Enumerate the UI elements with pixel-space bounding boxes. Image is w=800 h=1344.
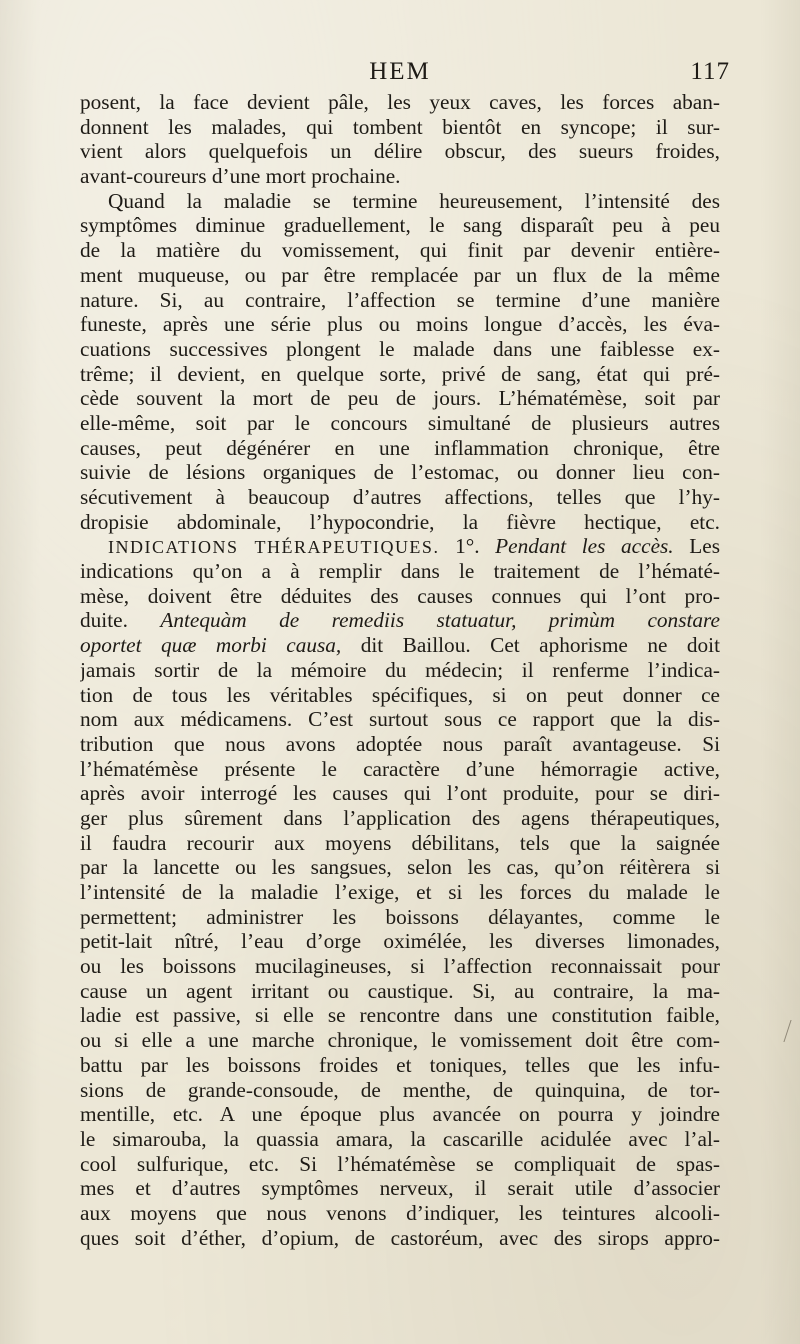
text-line xyxy=(80,633,720,658)
latin-quote: Antequàm de remediis statuatur, primùm constare xyxy=(160,608,720,633)
body-text xyxy=(80,90,720,1250)
running-head-title: HEM xyxy=(369,58,431,85)
text-line: sions de grande-consoude, de menthe, de quinquina, de tor- xyxy=(80,1077,720,1102)
text-line: symptômes diminue graduellement, le sang disparaît peu à peu xyxy=(80,213,720,238)
page-number: 117 xyxy=(690,58,730,85)
text-line: trême; il devient, en quelque sorte, privé de sang, état qui pré- xyxy=(80,361,720,386)
text-line: l’hématémèse présente le caractère d’une hémorragie active, xyxy=(80,756,720,781)
text-line: nature. Si, au contraire, l’affection se termine d’une manière xyxy=(80,287,720,312)
text-line: cède souvent la mort de peu de jours. L’hématémèse, soit par xyxy=(80,386,720,411)
section-number: 1°. xyxy=(455,534,480,559)
margin-mark xyxy=(783,1020,800,1042)
text-line: suivie de lésions organiques de l’estomac, ou donner lieu con- xyxy=(80,460,720,485)
text-line: donnent les malades, qui tombent bientôt en syncope; il sur- xyxy=(80,114,720,139)
text-line: causes, peut dégénérer en une inflammation chronique, être xyxy=(80,435,720,460)
text-line: l’intensité de la maladie l’exige, et si les forces du malade le xyxy=(80,880,720,904)
text-line: après avoir interrogé les causes qui l’ont produite, pour se diri- xyxy=(80,781,720,806)
text-line: ger plus sûrement dans l’application des agens thérapeutiques, xyxy=(80,805,720,830)
running-head xyxy=(80,58,730,88)
text-line: Quand la maladie se termine heureusement, l’intensité des xyxy=(108,188,720,213)
text-line: tion de tous les véritables spécifiques, si on peut donner ce xyxy=(80,682,720,707)
text-line: jamais sortir de la mémoire du médecin; il renferme l’indica- xyxy=(80,657,720,682)
text-line: posent, la face devient pâle, les yeux caves, les forces aban- xyxy=(80,90,720,114)
text-line: cool sulfurique, etc. Si l’hématémèse se compliquait de spas- xyxy=(80,1151,720,1176)
text-line: ment muqueuse, ou par être remplacée par un flux de la même xyxy=(80,262,720,287)
text-line: battu par les boissons froides et toniques, telles que les infu- xyxy=(80,1052,720,1077)
text-line: dropisie abdominale, l’hypocondrie, la fièvre hectique, etc. xyxy=(80,509,720,534)
indications-heading-line xyxy=(80,534,720,559)
text-line: permettent; administrer les boissons délayantes, comme le xyxy=(80,904,720,929)
text-line: ques soit d’éther, d’opium, de castoréum, avec des sirops appro- xyxy=(80,1225,720,1250)
section-heading: INDICATIONS THÉRAPEUTIQUES. xyxy=(108,537,440,558)
text-line: mentille, etc. A une époque plus avancée on pourra y joindre xyxy=(80,1102,720,1127)
text-span: duite. xyxy=(80,608,128,633)
text-line: petit-lait nîtré, l’eau d’orge oximélée, les diverses limonades, xyxy=(80,929,720,954)
text-line: cuations successives plongent le malade dans une faiblesse ex- xyxy=(80,336,720,361)
text-line: vient alors quelquefois un délire obscur, des sueurs froides, xyxy=(80,139,720,164)
text-span: Les xyxy=(689,534,720,559)
text-line: le simarouba, la quassia amara, la cascarille acidulée avec l’al- xyxy=(80,1126,720,1151)
text-line: de la matière du vomissement, qui finit par devenir entière- xyxy=(80,238,720,263)
text-line: elle-même, soit par le concours simultané de plusieurs autres xyxy=(80,410,720,435)
text-line: avant-coureurs d’une mort prochaine. xyxy=(80,164,401,189)
latin-quote: oportet quæ morbi causa, xyxy=(80,633,342,658)
text-line: ou les boissons mucilagineuses, si l’affection reconnaissait pour xyxy=(80,954,720,979)
text-line: il faudra recourir aux moyens débilitans, tels que la saignée xyxy=(80,830,720,855)
text-line xyxy=(80,608,720,633)
text-line: ladie est passive, si elle se rencontre dans une constitution faible, xyxy=(80,1003,720,1028)
text-line: ou si elle a une marche chronique, le vomissement doit être com- xyxy=(80,1028,720,1053)
text-line: funeste, après une série plus ou moins longue d’accès, les éva- xyxy=(80,312,720,337)
section-subheading: Pendant les accès. xyxy=(495,534,674,559)
text-span: dit Baillou. Cet aphorisme ne doit xyxy=(360,633,720,658)
text-line: sécutivement à beaucoup d’autres affections, telles que l’hy- xyxy=(80,485,720,509)
text-line: nom aux médicamens. C’est surtout sous ce rapport que la dis- xyxy=(80,707,720,732)
text-line: aux moyens que nous venons d’indiquer, les teintures alcooli- xyxy=(80,1200,720,1225)
text-line: par la lancette ou les sangsues, selon les cas, qu’on réitèrera si xyxy=(80,855,720,880)
text-line: cause un agent irritant ou caustique. Si, au contraire, la ma- xyxy=(80,978,720,1003)
text-line: mes et d’autres symptômes nerveux, il serait utile d’associer xyxy=(80,1176,720,1201)
text-line: mèse, doivent être déduites des causes connues qui l’ont pro- xyxy=(80,583,720,608)
text-line: indications qu’on a à remplir dans le traitement de l’hématé- xyxy=(80,559,720,584)
text-line: tribution que nous avons adoptée nous paraît avantageuse. Si xyxy=(80,731,720,756)
